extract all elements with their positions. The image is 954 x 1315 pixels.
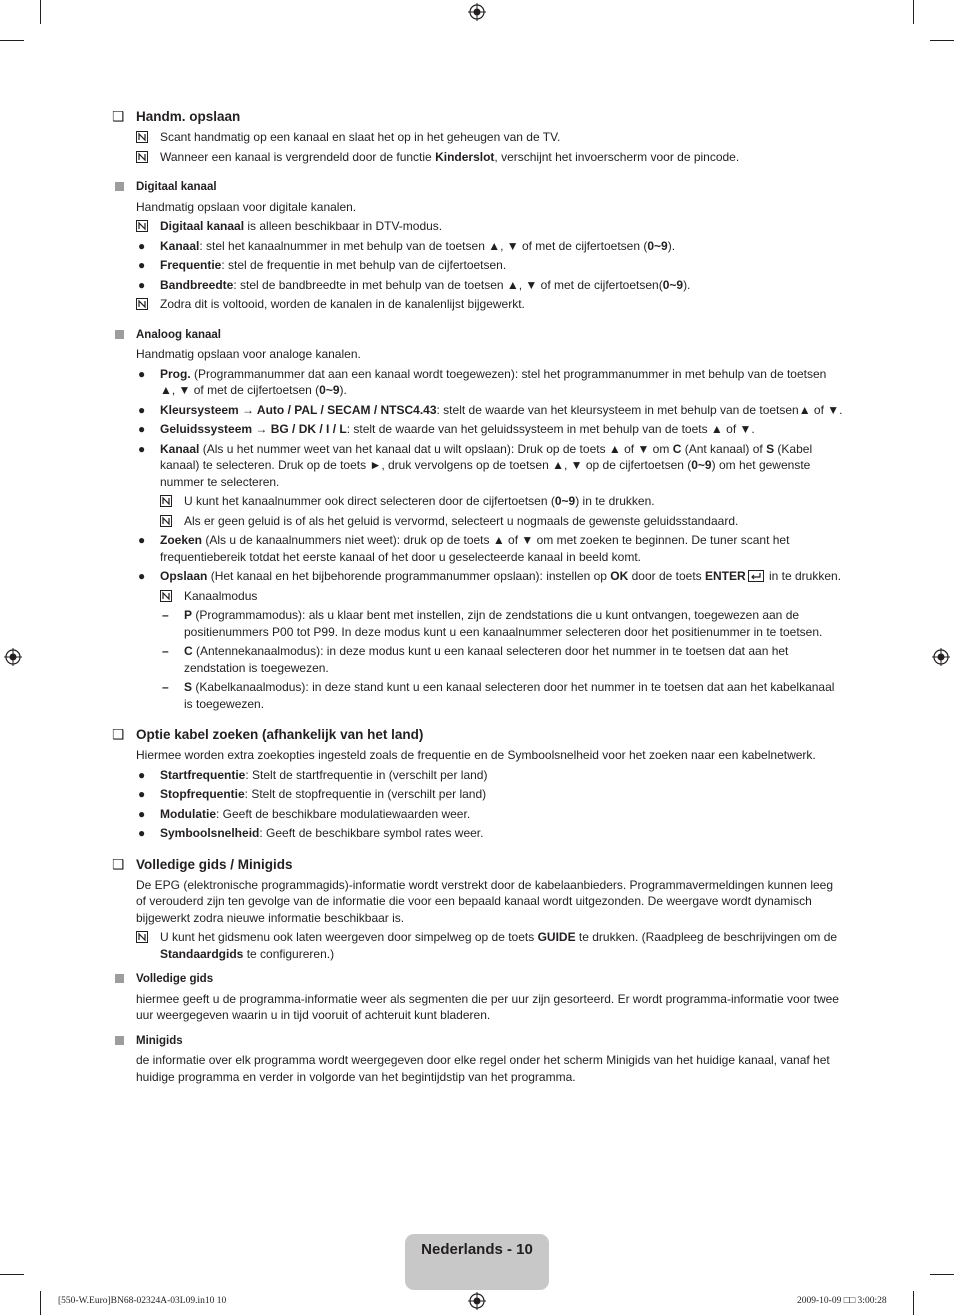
note-item: Digitaal kanaal is alleen beschikbaar in DTV-modus. [112,218,844,235]
section-heading-optie-kabel-zoeken: ❑ Optie kabel zoeken (afhankelijk van het land) [112,727,424,742]
list-item: ● Kanaal: stel het kanaalnummer in met behulp van de toetsen ▲, ▼ of met de cijfertoetsen (0~9). [138,238,676,253]
list-item: – C (Antennekanaalmodus): in deze modus kunt u een kanaal selecteren door het nummer in te toetsen dat aan het zendstation is toegewezen. [162,644,789,675]
checkbox-square-icon: ❑ [112,727,125,742]
note-item: Wanneer een kanaal is vergrendeld door de functie Kinderslot, verschijnt het invoerscherm voor de pincode. [112,149,844,166]
dash-bullet: – [162,644,169,658]
list-item: ● Startfrequentie: Stelt de startfrequentie in (verschilt per land) [138,767,488,782]
note-item: Als er geen geluid is of als het geluid is vervormd, selecteert u nogmaals de gewenste geluidsstandaard. [112,513,844,530]
checkbox-square-icon: ❑ [112,109,125,124]
square-bullet-icon [115,974,124,983]
paragraph: Hiermee worden extra zoekopties ingesteld zoals de frequentie en de Symboolsnelheid voor het zoeken naar een kabelnetwerk. [136,748,816,762]
note-item: U kunt het kanaalnummer ook direct selecteren door de cijfertoetsen (0~9) in te drukken. [112,493,844,510]
list-item: ● Zoeken (Als u de kanaalnummers niet weet): druk op de toets ▲ of ▼ om met zoeken te beginnen. De tuner scant het frequentiebereik totdat het eerste kanaal of het door u geselecteerde kanaal in beeld komt. [138,533,790,564]
list-item: ● Frequentie: stel de frequentie in met behulp van de cijfertoetsen. [138,258,507,272]
crop-mark [40,1291,41,1315]
paragraph: hiermee geeft u de programma-informatie weer als segmenten die per uur zijn gesorteerd. Er wordt programma-informatie voor twee uur weergegeven waarin u in tijd vooruit of achteruit kunt bladeren. [136,991,839,1022]
crop-mark [930,1274,954,1275]
note-item: U kunt het gidsmenu ook laten weergeven door simpelweg op de toets GUIDE te drukken. (Raadpleeg de beschrijvingen om de Standaardgids te configureren.) [112,929,844,962]
crop-mark [0,1274,24,1275]
section-heading-handm-opslaan: ❑ Handm. opslaan [112,109,241,124]
enter-key-icon [748,570,764,582]
registration-mark-icon [468,3,486,21]
registration-mark-icon [932,648,950,666]
list-item: ● Stopfrequentie: Stelt de stopfrequentie in (verschilt per land) [138,787,487,801]
print-slug-right: 2009-10-09 □□ 3:00:28 [797,1296,887,1306]
note-icon [136,131,148,143]
bullet-icon: ● [138,366,146,381]
bullet-icon: ● [138,826,146,840]
list-item: ● Opslaan (Het kanaal en het bijbehorende programmanummer opslaan): instellen op OK door de toets ENTER in te drukken. [138,569,842,583]
bullet-icon: ● [138,441,146,456]
crop-mark [913,1291,914,1315]
list-item: ● Geluidssysteem → BG / DK / I / L: stelt de waarde van het geluidssysteem in met behulp van de toets ▲ of ▼. [138,422,755,436]
paragraph: Handmatig opslaan voor digitale kanalen. [136,199,357,214]
note-icon [160,495,172,507]
list-item: ● Kanaal (Als u het nummer weet van het kanaal dat u wilt opslaan): Druk op de toets ▲ of ▼ om C (Ant kanaal) of S (Kabel kanaal) te selecteren. Druk op de toets ►, druk vervolgens op de toetsen ▲, ▼ op de cijfertoetsen (0~9) om het gewenste nummer te selecteren. [138,441,813,489]
subsection-heading-minigids: Minigids [112,1033,844,1050]
print-slug-left: [550-W.Euro]BN68-02324A-03L09.in10 10 [58,1296,227,1306]
checkbox-square-icon: ❑ [112,856,125,872]
note-icon [136,931,148,943]
dash-bullet: – [162,608,169,622]
dash-bullet: – [162,680,169,694]
list-item: – P (Programmamodus): als u klaar bent met instellen, zijn de zendstations die u kunt ontvangen, toegewezen aan de positienummers P00 tot P99. In deze modus kunt u een kanaalnummer selecteren door het positienummer in te toetsen. [162,608,823,639]
note-item: Scant handmatig op een kanaal en slaat het op in het geheugen van de TV. [112,129,844,146]
page-number-tab [405,1234,549,1290]
registration-mark-icon [4,648,22,666]
subsection-heading-analoog-kanaal: Analoog kanaal [112,327,844,344]
subsection-heading-volledige-gids: Volledige gids [112,971,844,988]
note-icon [160,590,172,602]
bullet-icon: ● [138,806,146,821]
list-item: ● Modulatie: Geeft de beschikbare modulatiewaarden weer. [138,806,471,821]
crop-mark [930,40,954,41]
list-item: ● Kleursysteem → Auto / PAL / SECAM / NTSC4.43: stelt de waarde van het kleursysteem in met behulp van de toetsen▲ of ▼. [138,402,843,417]
square-bullet-icon [115,330,124,339]
note-icon [136,298,148,310]
subsection-heading-digitaal-kanaal: Digitaal kanaal [112,179,844,196]
note-icon [136,220,148,232]
list-item: ● Bandbreedte: stel de bandbreedte in met behulp van de toetsen ▲, ▼ of met de cijfertoetsen(0~9). [138,277,691,292]
bullet-icon: ● [138,402,146,417]
note-icon [136,151,148,163]
list-item: ● Prog. (Programmanummer dat aan een kanaal wordt toegewezen): stel het programmanummer in met behulp van de toetsen ▲, ▼ of met de cijfertoetsen (0~9). [138,366,827,397]
note-icon [160,515,172,527]
crop-mark [0,40,24,41]
bullet-icon: ● [138,238,146,253]
bullet-icon: ● [138,767,146,782]
bullet-icon: ● [138,787,146,801]
bullet-icon: ● [138,422,146,436]
note-item: Zodra dit is voltooid, worden de kanalen in de kanalenlijst bijgewerkt. [112,296,844,313]
bullet-icon: ● [138,533,146,547]
square-bullet-icon [115,182,124,191]
paragraph: de informatie over elk programma wordt weergegeven door elke regel onder het scherm Minigids van het huidige kanaal, vanaf het huidige programma en verder in volgorde van het begintijdstip van het programma. [136,1053,830,1084]
note-item: Kanaalmodus [112,588,844,605]
section-heading-volledige-gids: ❑ Volledige gids / Minigids [112,856,293,872]
crop-mark [913,0,914,24]
page-label: Nederlands - 10 [421,1241,533,1258]
list-item: – S (Kabelkanaalmodus): in deze stand kunt u een kanaal selecteren door het nummer in te toetsen dat aan het kabelkanaal is toegewezen. [162,680,835,711]
bullet-icon: ● [138,258,146,272]
paragraph: De EPG (elektronische programmagids)-informatie wordt verstrekt door de kabelaanbieders. Programmavermeldingen kunnen leeg of verouderd zijn ten gevolge van de informatie die voor een bepaald kanaal wordt uitgezonden. De weergave wordt dynamisch bijgewerkt zodra nieuwe informatie beschikbaar is. [136,877,834,925]
bullet-icon: ● [138,277,146,292]
list-item: ● Symboolsnelheid: Geeft de beschikbare symbol rates weer. [138,826,484,840]
bullet-icon: ● [138,569,146,583]
crop-mark [40,0,41,24]
manual-content [112,108,844,1085]
paragraph: Handmatig opslaan voor analoge kanalen. [136,347,361,361]
registration-mark-icon [468,1292,486,1310]
square-bullet-icon [115,1036,124,1045]
